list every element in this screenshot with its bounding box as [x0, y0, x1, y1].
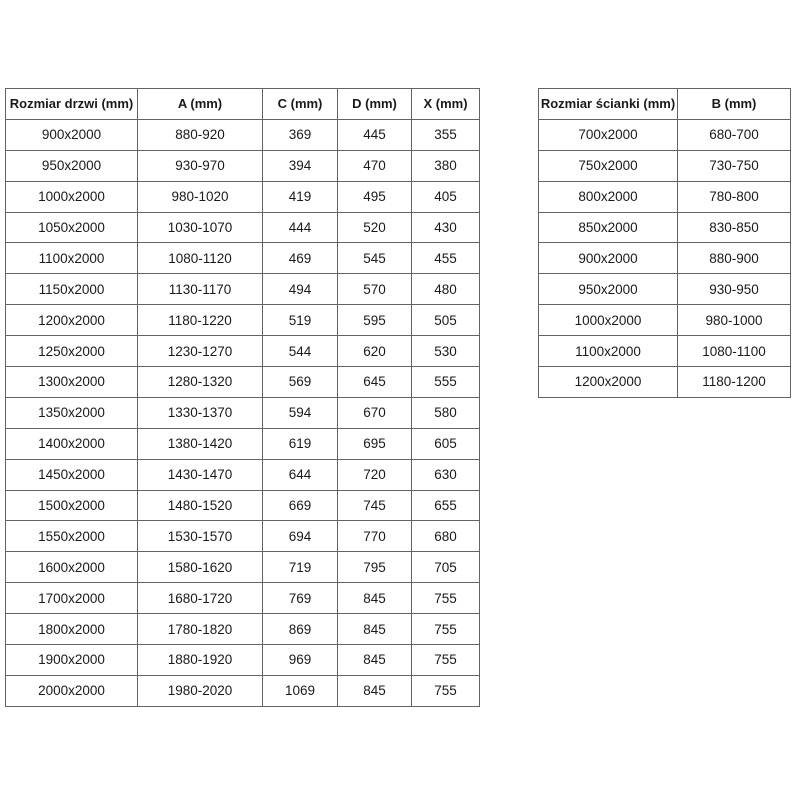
table-cell: 444	[263, 212, 338, 243]
table-row	[539, 243, 791, 274]
table-row	[6, 428, 480, 459]
table-cell: 780-800	[678, 181, 791, 212]
header-row	[6, 89, 480, 120]
table-cell: 1000x2000	[539, 305, 678, 336]
table-cell: 900x2000	[539, 243, 678, 274]
table-cell: 405	[412, 181, 480, 212]
table-cell: 480	[412, 274, 480, 305]
table-cell: 594	[263, 397, 338, 428]
table-cell: 930-970	[138, 150, 263, 181]
column-header: A (mm)	[138, 89, 263, 120]
column-header: B (mm)	[678, 89, 791, 120]
table-cell: 1800x2000	[6, 614, 138, 645]
table-cell: 1080-1100	[678, 336, 791, 367]
table-cell: 969	[263, 645, 338, 676]
table-row	[6, 397, 480, 428]
table-cell: 1550x2000	[6, 521, 138, 552]
table-cell: 1450x2000	[6, 459, 138, 490]
table-row	[6, 243, 480, 274]
table-cell: 1430-1470	[138, 459, 263, 490]
table-row	[6, 150, 480, 181]
table-cell: 430	[412, 212, 480, 243]
table-cell: 1700x2000	[6, 583, 138, 614]
table-cell: 1069	[263, 675, 338, 706]
table-row	[6, 336, 480, 367]
table-cell: 394	[263, 150, 338, 181]
table-cell: 755	[412, 645, 480, 676]
table-cell: 1680-1720	[138, 583, 263, 614]
table-cell: 355	[412, 119, 480, 150]
table-row	[6, 583, 480, 614]
table-row	[6, 645, 480, 676]
table-cell: 750x2000	[539, 150, 678, 181]
table-cell: 1480-1520	[138, 490, 263, 521]
table-cell: 1250x2000	[6, 336, 138, 367]
table-row	[6, 181, 480, 212]
table-row	[6, 305, 480, 336]
table-cell: 930-950	[678, 274, 791, 305]
table-row	[6, 552, 480, 583]
table-cell: 530	[412, 336, 480, 367]
table-row	[539, 181, 791, 212]
table-cell: 1280-1320	[138, 367, 263, 398]
table-cell: 695	[338, 428, 412, 459]
table-row	[6, 614, 480, 645]
column-header: Rozmiar ścianki (mm)	[539, 89, 678, 120]
table-row	[539, 150, 791, 181]
table-cell: 570	[338, 274, 412, 305]
table-cell: 1200x2000	[539, 367, 678, 398]
table-cell: 1600x2000	[6, 552, 138, 583]
column-header: D (mm)	[338, 89, 412, 120]
table-cell: 1130-1170	[138, 274, 263, 305]
table-cell: 469	[263, 243, 338, 274]
column-header: Rozmiar drzwi (mm)	[6, 89, 138, 120]
table-row	[539, 119, 791, 150]
table-cell: 880-900	[678, 243, 791, 274]
table-cell: 419	[263, 181, 338, 212]
table-row	[539, 305, 791, 336]
table-cell: 369	[263, 119, 338, 150]
table-row	[6, 274, 480, 305]
table-cell: 950x2000	[539, 274, 678, 305]
table-cell: 545	[338, 243, 412, 274]
table-cell: 705	[412, 552, 480, 583]
table-cell: 1300x2000	[6, 367, 138, 398]
table-cell: 719	[263, 552, 338, 583]
table-cell: 1980-2020	[138, 675, 263, 706]
table-cell: 1100x2000	[6, 243, 138, 274]
table-cell: 830-850	[678, 212, 791, 243]
table-cell: 850x2000	[539, 212, 678, 243]
table-cell: 520	[338, 212, 412, 243]
door-table-body	[6, 119, 480, 706]
table-cell: 470	[338, 150, 412, 181]
table-cell: 445	[338, 119, 412, 150]
table-cell: 2000x2000	[6, 675, 138, 706]
table-cell: 645	[338, 367, 412, 398]
table-cell: 620	[338, 336, 412, 367]
table-cell: 555	[412, 367, 480, 398]
table-cell: 1030-1070	[138, 212, 263, 243]
table-cell: 800x2000	[539, 181, 678, 212]
table-cell: 680	[412, 521, 480, 552]
table-cell: 1100x2000	[539, 336, 678, 367]
wall-table-header	[539, 89, 791, 120]
table-cell: 569	[263, 367, 338, 398]
table-cell: 1580-1620	[138, 552, 263, 583]
door-table-header	[6, 89, 480, 120]
table-cell: 845	[338, 645, 412, 676]
table-cell: 1780-1820	[138, 614, 263, 645]
table-cell: 694	[263, 521, 338, 552]
table-row	[6, 675, 480, 706]
table-cell: 1900x2000	[6, 645, 138, 676]
table-row	[539, 336, 791, 367]
table-cell: 1080-1120	[138, 243, 263, 274]
table-row	[539, 274, 791, 305]
table-cell: 669	[263, 490, 338, 521]
table-cell: 795	[338, 552, 412, 583]
table-row	[539, 212, 791, 243]
table-cell: 770	[338, 521, 412, 552]
table-cell: 1180-1200	[678, 367, 791, 398]
door-sizes-table	[5, 88, 480, 707]
table-cell: 755	[412, 614, 480, 645]
table-cell: 619	[263, 428, 338, 459]
table-cell: 380	[412, 150, 480, 181]
column-header: X (mm)	[412, 89, 480, 120]
table-cell: 1530-1570	[138, 521, 263, 552]
table-row	[6, 119, 480, 150]
table-cell: 595	[338, 305, 412, 336]
table-cell: 630	[412, 459, 480, 490]
wall-sizes-table	[538, 88, 791, 398]
table-cell: 519	[263, 305, 338, 336]
table-cell: 644	[263, 459, 338, 490]
table-cell: 730-750	[678, 150, 791, 181]
table-row	[6, 490, 480, 521]
table-cell: 680-700	[678, 119, 791, 150]
table-cell: 1330-1370	[138, 397, 263, 428]
table-cell: 1050x2000	[6, 212, 138, 243]
table-cell: 1880-1920	[138, 645, 263, 676]
table-cell: 845	[338, 614, 412, 645]
table-cell: 900x2000	[6, 119, 138, 150]
table-cell: 845	[338, 675, 412, 706]
table-cell: 745	[338, 490, 412, 521]
table-row	[539, 367, 791, 398]
table-row	[6, 212, 480, 243]
table-cell: 1150x2000	[6, 274, 138, 305]
table-cell: 845	[338, 583, 412, 614]
table-cell: 505	[412, 305, 480, 336]
table-cell: 700x2000	[539, 119, 678, 150]
table-cell: 495	[338, 181, 412, 212]
table-row	[6, 459, 480, 490]
wall-table-body	[539, 119, 791, 397]
table-row	[6, 521, 480, 552]
table-cell: 544	[263, 336, 338, 367]
table-cell: 980-1000	[678, 305, 791, 336]
table-cell: 980-1020	[138, 181, 263, 212]
table-cell: 869	[263, 614, 338, 645]
table-cell: 1350x2000	[6, 397, 138, 428]
column-header: C (mm)	[263, 89, 338, 120]
table-cell: 755	[412, 583, 480, 614]
table-cell: 1200x2000	[6, 305, 138, 336]
table-row	[6, 367, 480, 398]
table-cell: 580	[412, 397, 480, 428]
table-cell: 1230-1270	[138, 336, 263, 367]
table-cell: 1500x2000	[6, 490, 138, 521]
table-cell: 1180-1220	[138, 305, 263, 336]
table-cell: 655	[412, 490, 480, 521]
table-cell: 769	[263, 583, 338, 614]
table-cell: 455	[412, 243, 480, 274]
table-cell: 880-920	[138, 119, 263, 150]
table-cell: 755	[412, 675, 480, 706]
table-cell: 950x2000	[6, 150, 138, 181]
header-row	[539, 89, 791, 120]
table-cell: 494	[263, 274, 338, 305]
table-cell: 605	[412, 428, 480, 459]
table-cell: 1380-1420	[138, 428, 263, 459]
table-cell: 1000x2000	[6, 181, 138, 212]
table-cell: 670	[338, 397, 412, 428]
table-cell: 1400x2000	[6, 428, 138, 459]
table-cell: 720	[338, 459, 412, 490]
